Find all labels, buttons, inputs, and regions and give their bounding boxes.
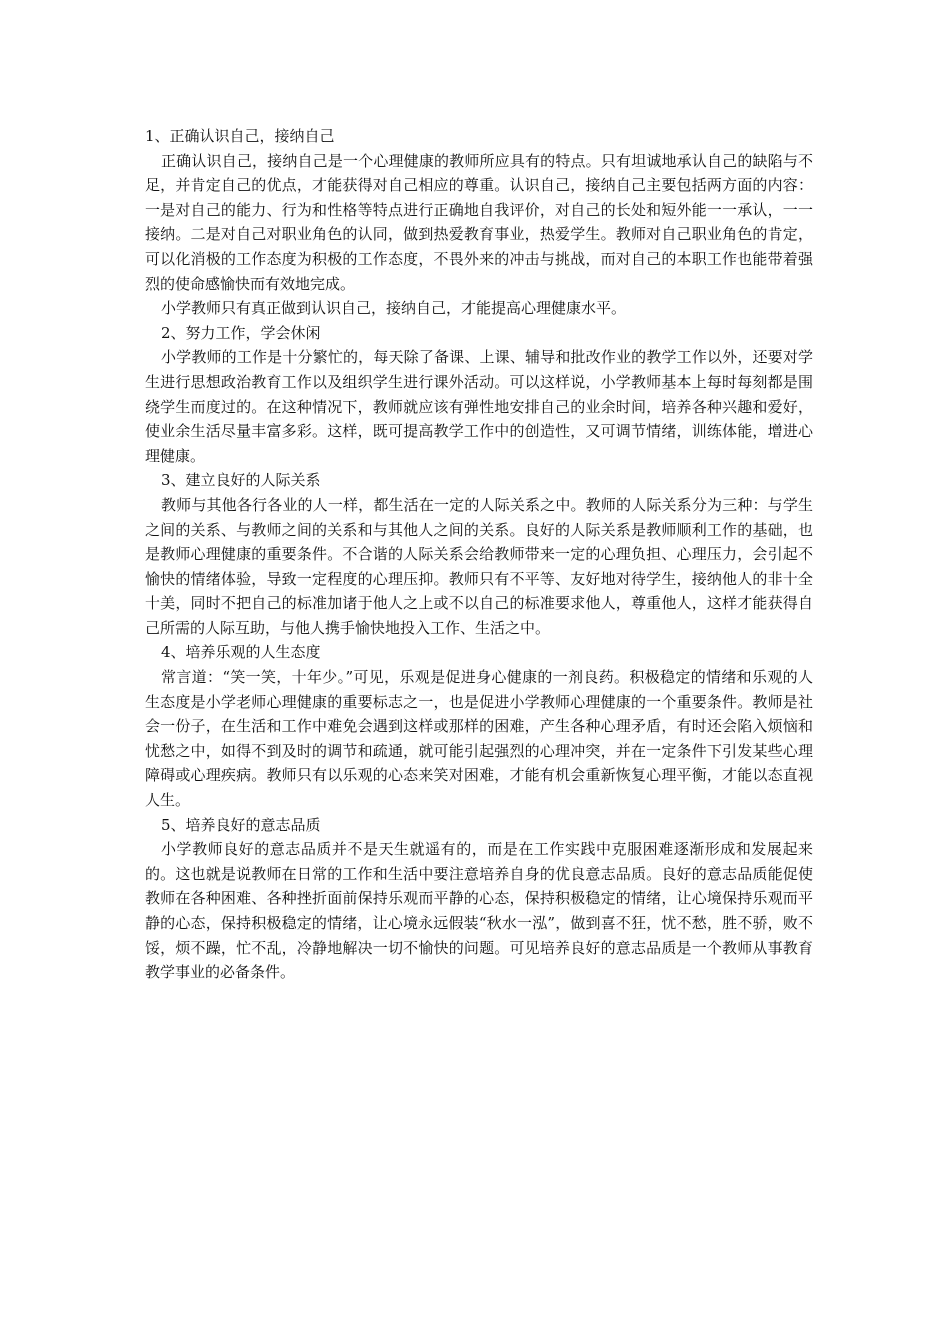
section-heading-2: 2、努力工作，学会休闲 <box>161 323 321 342</box>
section-4-paragraph-1: 常言道：“笑一笑，十年少。”可见，乐观是促进身心健康的一剂良药。积极稳定的情绪和乐观的人生态度是小学老师心理健康的重要标志之一，也是促进小学教师心理健康的一个重要条件。教师是社会一份子，在生活和工作中难免会遇到这样或那样的困难，产生各种心理矛盾，有时还会陷入烦恼和忧愁之中，如得不到及时的调节和疏通，就可能引起强烈的心理冲突，并在一定条件下引发某些心理障碍或心理疾病。教师只有以乐观的心态来笑对困难，才能有机会重新恢复心理平衡，才能以态直视人生。 <box>145 668 813 810</box>
section-heading-3: 3、建立良好的人际关系 <box>161 471 321 490</box>
section-heading-1: 1、正确认识自己，接纳自己 <box>145 127 335 145</box>
section-3-paragraph-1: 教师与其他各行各业的人一样，都生活在一定的人际关系之中。教师的人际关系分为三种：与学生之间的关系、与教师之间的关系和与其他人之间的关系。良好的人际关系是教师顺利工作的基础，也是教师心理健康的重要条件。不合谐的人际关系会给教师带来一定的心理负担、心理压力，会引起不愉快的情绪体验，导致一定程度的心理压抑。教师只有不平等、友好地对待学生，接纳他人的非十全十美，同时不把自己的标准加诸于他人之上或不以自己的标准要求他人，尊重他人，这样才能获得自己所需的人际互助，与他人携手愉快地投入工作、生活之中。 <box>145 495 813 637</box>
section-5-paragraph-1: 小学教师良好的意志品质并不是天生就遥有的，而是在工作实践中克服困难逐渐形成和发展起来的。这也就是说教师在日常的工作和生活中要注意培养自身的优良意志品质。良好的意志品质能促使教师在各种困难、各种挫折面前保持乐观而平静的心态，保持积极稳定的情绪，让心境保持乐观而平静的心态，保持积极稳定的情绪，让心境永远假装“秋水一泓”，做到喜不狂，忧不愁，胜不骄，败不馁，烦不躁，忙不乱，冷静地解决一切不愉快的问题。可见培养良好的意志品质是一个教师从事教育教学事业的必备条件。 <box>145 840 813 982</box>
section-heading-5: 5、培养良好的意志品质 <box>161 815 321 834</box>
section-2-paragraph-1: 小学教师的工作是十分繁忙的，每天除了备课、上课、辅导和批改作业的教学工作以外，还要对学生进行思想政治教育工作以及组织学生进行课外活动。可以这样说，小学教师基本上每时每刻都是围绕学生而度过的。在这种情况下，教师就应该有弹性地安排自己的业余时间，培养各种兴趣和爱好，使业余生活尽量丰富多彩。这样，既可提高教学工作中的创造性，又可调节情绪，训练体能，增进心理健康。 <box>145 348 813 465</box>
document-body <box>145 124 813 985</box>
section-1-paragraph-2: 小学教师只有真正做到认识自己，接纳自己，才能提高心理健康水平。 <box>161 299 627 318</box>
section-1-paragraph-1: 正确认识自己，接纳自己是一个心理健康的教师所应具有的特点。只有坦诚地承认自己的缺陷与不足，并肯定自己的优点，才能获得对自己相应的尊重。认识自己，接纳自己主要包括两方面的内容：一是对自己的能力、行为和性格等特点进行正确地自我评价，对自己的长处和短外能一一承认，一一接纳。二是对自己对职业角色的认同，做到热爱教育事业，热爱学生。教师对自己职业角色的肯定，可以化消极的工作态度为积极的工作态度，不畏外来的冲击与挑战，而对自己的本职工作也能带着强烈的使命感愉快而有效地完成。 <box>145 151 813 293</box>
section-heading-4: 4、培养乐观的人生态度 <box>161 643 321 662</box>
